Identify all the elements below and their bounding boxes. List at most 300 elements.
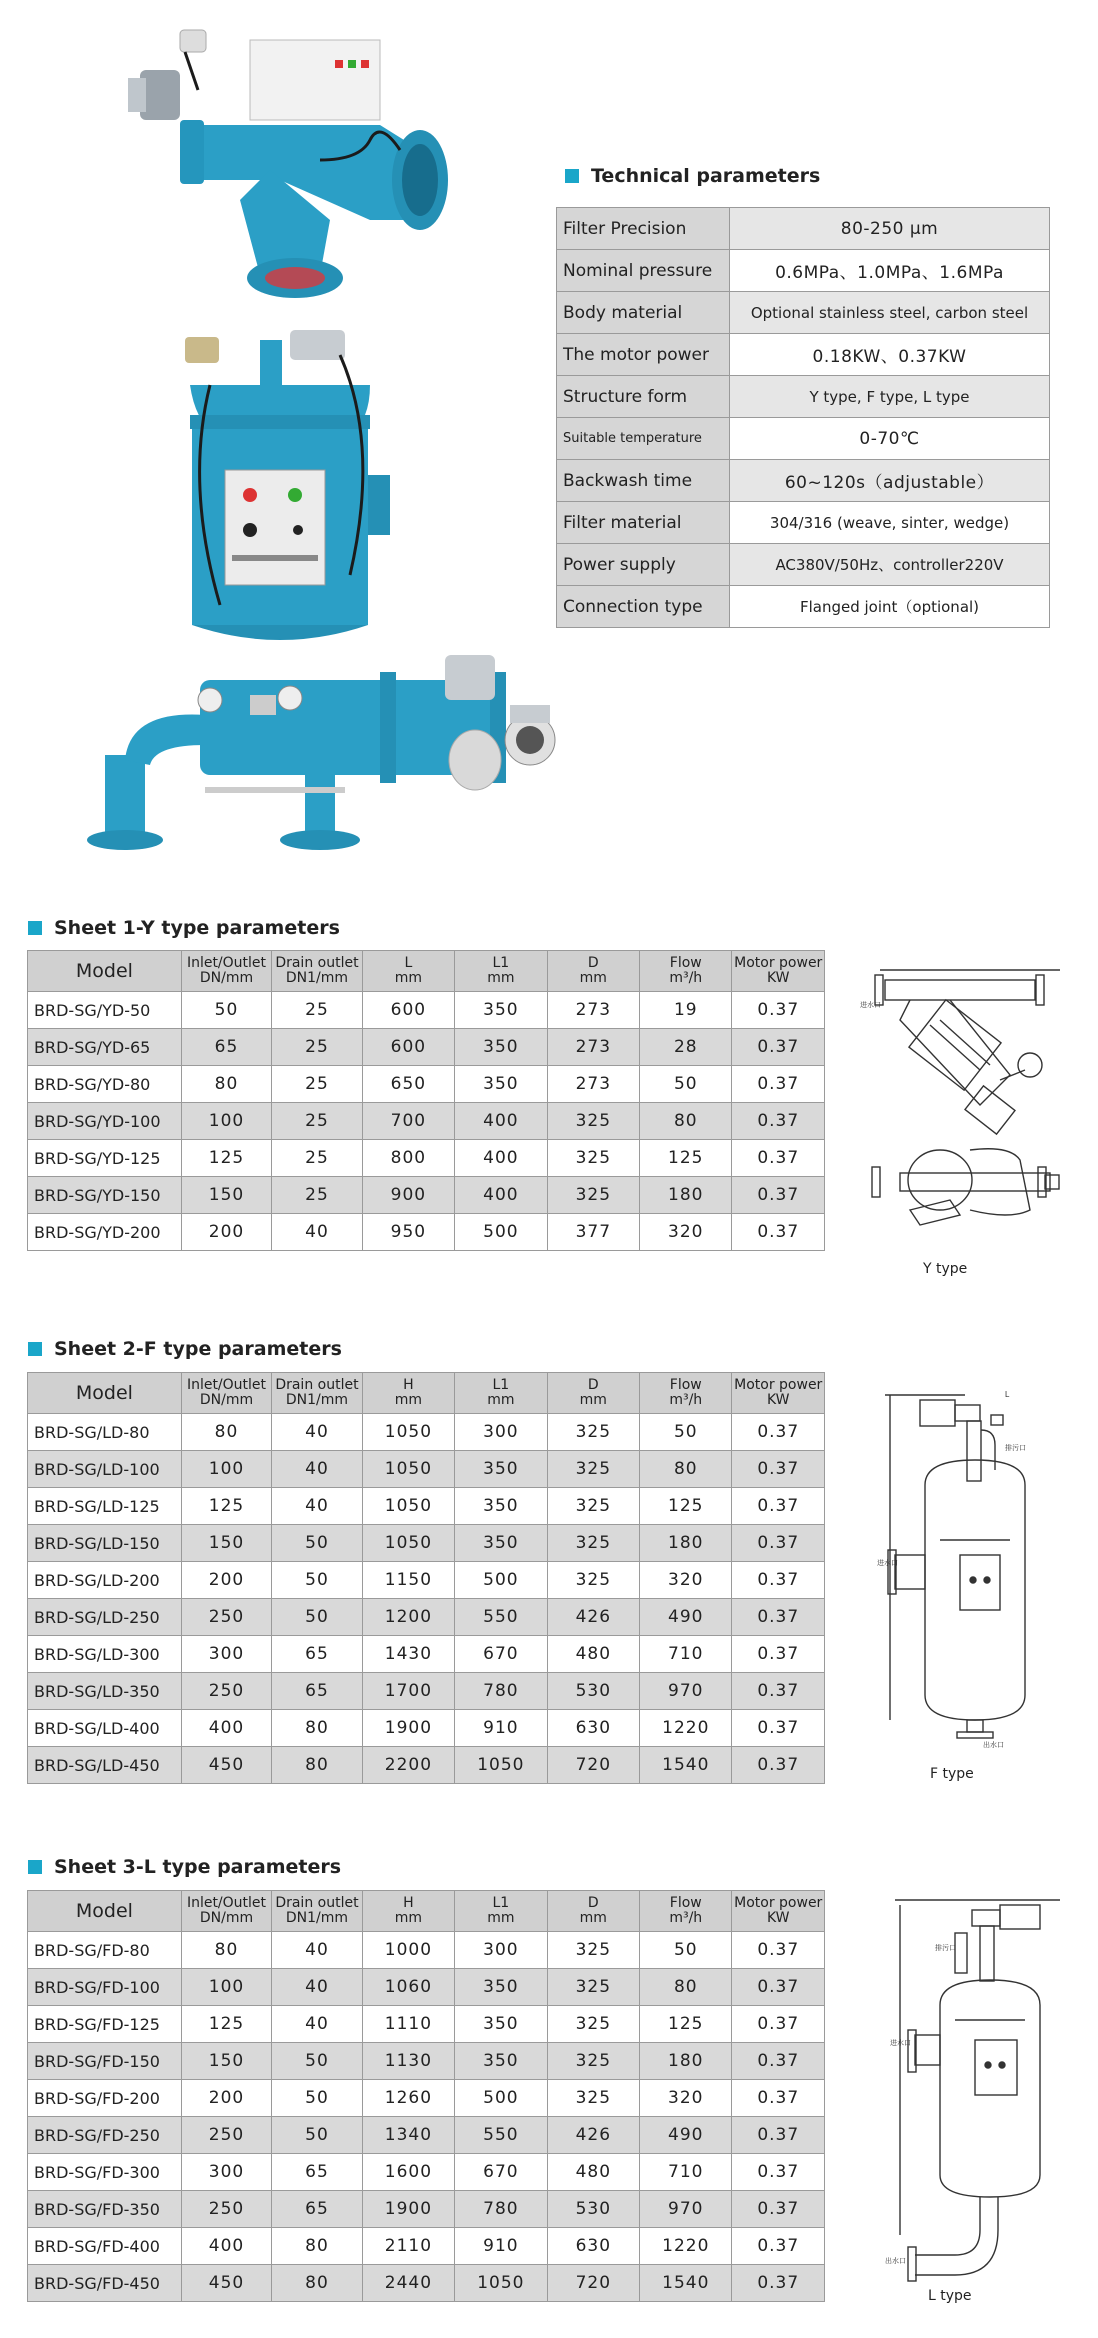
tech-parameters-table — [556, 207, 1050, 628]
table-row — [28, 2043, 825, 2080]
param-value: Flanged joint（optional) — [730, 586, 1050, 628]
value-cell: 80 — [272, 1747, 362, 1784]
table-row — [557, 544, 1050, 586]
svg-text:进水口: 进水口 — [860, 1002, 881, 1009]
model-cell: BRD-SG/YD-50 — [28, 992, 182, 1029]
table-header-row — [28, 951, 825, 992]
l-type-diagram — [880, 1885, 1080, 2285]
value-cell: 1050 — [455, 1747, 547, 1784]
table-row — [28, 1562, 825, 1599]
value-cell: 1700 — [362, 1673, 454, 1710]
value-cell: 80 — [640, 1451, 732, 1488]
value-cell: 325 — [547, 2043, 639, 2080]
value-cell: 0.37 — [732, 2228, 825, 2265]
model-cell: BRD-SG/FD-200 — [28, 2080, 182, 2117]
param-value: 0.18KW、0.37KW — [730, 334, 1050, 376]
value-cell: 320 — [640, 1562, 732, 1599]
model-cell: BRD-SG/FD-300 — [28, 2154, 182, 2191]
value-cell: 325 — [547, 2006, 639, 2043]
value-cell: 80 — [272, 2265, 362, 2302]
value-cell: 40 — [272, 1214, 362, 1251]
value-cell: 50 — [640, 1066, 732, 1103]
value-cell: 125 — [640, 2006, 732, 2043]
value-cell: 0.37 — [732, 1066, 825, 1103]
y-type-filter-photo — [120, 30, 460, 310]
value-cell: 50 — [640, 1414, 732, 1451]
value-cell: 400 — [455, 1103, 547, 1140]
model-cell: BRD-SG/LD-125 — [28, 1488, 182, 1525]
table-row — [28, 2228, 825, 2265]
model-cell: BRD-SG/LD-450 — [28, 1747, 182, 1784]
l-type-filter-photo — [85, 640, 555, 855]
value-cell: 40 — [272, 1932, 362, 1969]
model-cell: BRD-SG/LD-150 — [28, 1525, 182, 1562]
value-cell: 970 — [640, 1673, 732, 1710]
value-cell: 125 — [181, 1488, 271, 1525]
value-cell: 1050 — [455, 2265, 547, 2302]
table-row — [28, 1673, 825, 1710]
table-row — [28, 2191, 825, 2228]
value-cell: 720 — [547, 1747, 639, 1784]
value-cell: 630 — [547, 1710, 639, 1747]
table-row — [28, 992, 825, 1029]
column-header: Motor power KW — [732, 1373, 825, 1414]
value-cell: 350 — [455, 1451, 547, 1488]
value-cell: 300 — [455, 1932, 547, 1969]
table-row — [28, 1969, 825, 2006]
sheet1-heading-text: Sheet 1-Y type parameters — [54, 917, 340, 939]
value-cell: 426 — [547, 2117, 639, 2154]
value-cell: 25 — [272, 1103, 362, 1140]
value-cell: 350 — [455, 1066, 547, 1103]
model-cell: BRD-SG/LD-200 — [28, 1562, 182, 1599]
value-cell: 40 — [272, 1969, 362, 2006]
column-header: L1 mm — [455, 1373, 547, 1414]
table-row — [557, 586, 1050, 628]
value-cell: 250 — [181, 2191, 271, 2228]
value-cell: 25 — [272, 1066, 362, 1103]
model-cell: BRD-SG/FD-250 — [28, 2117, 182, 2154]
model-cell: BRD-SG/YD-65 — [28, 1029, 182, 1066]
value-cell: 490 — [640, 2117, 732, 2154]
model-cell: BRD-SG/FD-80 — [28, 1932, 182, 1969]
svg-text:进水口: 进水口 — [890, 2040, 911, 2047]
value-cell: 350 — [455, 2043, 547, 2080]
value-cell: 80 — [640, 1103, 732, 1140]
value-cell: 40 — [272, 1451, 362, 1488]
value-cell: 350 — [455, 1488, 547, 1525]
value-cell: 650 — [362, 1066, 454, 1103]
column-header: D mm — [547, 951, 639, 992]
value-cell: 0.37 — [732, 2154, 825, 2191]
value-cell: 125 — [640, 1488, 732, 1525]
y-type-diagram — [860, 945, 1080, 1245]
value-cell: 1540 — [640, 1747, 732, 1784]
section-marker-icon — [28, 1860, 42, 1874]
value-cell: 150 — [181, 1525, 271, 1562]
value-cell: 0.37 — [732, 1969, 825, 2006]
value-cell: 150 — [181, 2043, 271, 2080]
value-cell: 1050 — [362, 1488, 454, 1525]
value-cell: 0.37 — [732, 1177, 825, 1214]
value-cell: 0.37 — [732, 2191, 825, 2228]
value-cell: 1900 — [362, 1710, 454, 1747]
param-label: Body material — [557, 292, 730, 334]
value-cell: 530 — [547, 2191, 639, 2228]
value-cell: 500 — [455, 2080, 547, 2117]
table-row — [28, 1488, 825, 1525]
value-cell: 1110 — [362, 2006, 454, 2043]
value-cell: 325 — [547, 1562, 639, 1599]
table-row — [557, 208, 1050, 250]
column-header: Model — [28, 1373, 182, 1414]
value-cell: 0.37 — [732, 2080, 825, 2117]
value-cell: 325 — [547, 1932, 639, 1969]
value-cell: 25 — [272, 1177, 362, 1214]
column-header: Model — [28, 951, 182, 992]
table-row — [28, 1525, 825, 1562]
param-value: AC380V/50Hz、controller220V — [730, 544, 1050, 586]
model-cell: BRD-SG/LD-350 — [28, 1673, 182, 1710]
svg-text:排污口: 排污口 — [935, 1945, 956, 1952]
value-cell: 28 — [640, 1029, 732, 1066]
table-row — [557, 334, 1050, 376]
value-cell: 1430 — [362, 1636, 454, 1673]
model-cell: BRD-SG/YD-80 — [28, 1066, 182, 1103]
value-cell: 550 — [455, 2117, 547, 2154]
column-header: Motor power KW — [732, 951, 825, 992]
column-header: Model — [28, 1891, 182, 1932]
f-type-caption: F type — [930, 1766, 974, 1782]
value-cell: 50 — [272, 1599, 362, 1636]
value-cell: 1900 — [362, 2191, 454, 2228]
value-cell: 180 — [640, 1177, 732, 1214]
value-cell: 2200 — [362, 1747, 454, 1784]
value-cell: 350 — [455, 1029, 547, 1066]
value-cell: 50 — [272, 2117, 362, 2154]
sheet3-table — [27, 1890, 825, 2302]
sheet3-heading — [28, 1856, 341, 1878]
value-cell: 0.37 — [732, 992, 825, 1029]
value-cell: 1050 — [362, 1414, 454, 1451]
param-label: Filter material — [557, 502, 730, 544]
value-cell: 300 — [181, 2154, 271, 2191]
sheet3-heading-text: Sheet 3-L type parameters — [54, 1856, 342, 1878]
value-cell: 50 — [272, 2043, 362, 2080]
table-row — [28, 1710, 825, 1747]
param-value: 0-70℃ — [730, 418, 1050, 460]
value-cell: 65 — [272, 2154, 362, 2191]
value-cell: 19 — [640, 992, 732, 1029]
value-cell: 1340 — [362, 2117, 454, 2154]
table-row — [28, 1932, 825, 1969]
y-type-caption: Y type — [923, 1261, 968, 1277]
table-row — [28, 1214, 825, 1251]
value-cell: 200 — [181, 2080, 271, 2117]
value-cell: 325 — [547, 1488, 639, 1525]
column-header: Motor power KW — [732, 1891, 825, 1932]
table-row — [28, 2154, 825, 2191]
value-cell: 1130 — [362, 2043, 454, 2080]
value-cell: 320 — [640, 1214, 732, 1251]
value-cell: 80 — [272, 2228, 362, 2265]
column-header: D mm — [547, 1891, 639, 1932]
value-cell: 80 — [181, 1414, 271, 1451]
table-row — [557, 292, 1050, 334]
value-cell: 325 — [547, 1177, 639, 1214]
value-cell: 50 — [181, 992, 271, 1029]
value-cell: 65 — [272, 1636, 362, 1673]
table-row — [557, 460, 1050, 502]
value-cell: 0.37 — [732, 1214, 825, 1251]
model-cell: BRD-SG/LD-80 — [28, 1414, 182, 1451]
model-cell: BRD-SG/FD-125 — [28, 2006, 182, 2043]
value-cell: 377 — [547, 1214, 639, 1251]
value-cell: 630 — [547, 2228, 639, 2265]
param-value: 60~120s（adjustable） — [730, 460, 1050, 502]
value-cell: 300 — [181, 1636, 271, 1673]
value-cell: 320 — [640, 2080, 732, 2117]
table-row — [28, 1103, 825, 1140]
value-cell: 1540 — [640, 2265, 732, 2302]
value-cell: 80 — [640, 1969, 732, 2006]
model-cell: BRD-SG/FD-450 — [28, 2265, 182, 2302]
column-header: Inlet/Outlet DN/mm — [181, 1373, 271, 1414]
value-cell: 700 — [362, 1103, 454, 1140]
table-row — [28, 1414, 825, 1451]
value-cell: 65 — [272, 2191, 362, 2228]
model-cell: BRD-SG/FD-400 — [28, 2228, 182, 2265]
column-header: H mm — [362, 1891, 454, 1932]
model-cell: BRD-SG/YD-200 — [28, 1214, 182, 1251]
value-cell: 1600 — [362, 2154, 454, 2191]
sheet1-table — [27, 950, 825, 1251]
model-cell: BRD-SG/FD-100 — [28, 1969, 182, 2006]
value-cell: 273 — [547, 992, 639, 1029]
table-row — [28, 2265, 825, 2302]
value-cell: 550 — [455, 1599, 547, 1636]
param-label: Nominal pressure — [557, 250, 730, 292]
param-value: 304/316 (weave, sinter, wedge) — [730, 502, 1050, 544]
svg-text:进水口: 进水口 — [877, 1560, 898, 1567]
value-cell: 100 — [181, 1103, 271, 1140]
value-cell: 180 — [640, 2043, 732, 2080]
param-label: Suitable temperature — [557, 418, 730, 460]
param-value: Y type, F type, L type — [730, 376, 1050, 418]
svg-text:出水口: 出水口 — [983, 1742, 1004, 1749]
value-cell: 250 — [181, 1673, 271, 1710]
value-cell: 1150 — [362, 1562, 454, 1599]
value-cell: 720 — [547, 2265, 639, 2302]
value-cell: 0.37 — [732, 1932, 825, 1969]
value-cell: 1260 — [362, 2080, 454, 2117]
value-cell: 0.37 — [732, 1636, 825, 1673]
model-cell: BRD-SG/YD-150 — [28, 1177, 182, 1214]
value-cell: 25 — [272, 992, 362, 1029]
param-label: Structure form — [557, 376, 730, 418]
value-cell: 500 — [455, 1562, 547, 1599]
value-cell: 273 — [547, 1066, 639, 1103]
column-header: L1 mm — [455, 951, 547, 992]
param-label: Filter Precision — [557, 208, 730, 250]
value-cell: 1050 — [362, 1451, 454, 1488]
value-cell: 400 — [455, 1177, 547, 1214]
value-cell: 200 — [181, 1562, 271, 1599]
column-header: Inlet/Outlet DN/mm — [181, 1891, 271, 1932]
value-cell: 1000 — [362, 1932, 454, 1969]
value-cell: 480 — [547, 2154, 639, 2191]
param-value: Optional stainless steel, carbon steel — [730, 292, 1050, 334]
param-label: The motor power — [557, 334, 730, 376]
value-cell: 1050 — [362, 1525, 454, 1562]
value-cell: 710 — [640, 2154, 732, 2191]
value-cell: 400 — [455, 1140, 547, 1177]
value-cell: 970 — [640, 2191, 732, 2228]
value-cell: 80 — [181, 1932, 271, 1969]
value-cell: 2440 — [362, 2265, 454, 2302]
value-cell: 0.37 — [732, 1562, 825, 1599]
value-cell: 490 — [640, 1599, 732, 1636]
table-row — [28, 2080, 825, 2117]
value-cell: 1220 — [640, 1710, 732, 1747]
column-header: Flow m³/h — [640, 1373, 732, 1414]
value-cell: 40 — [272, 1488, 362, 1525]
column-header: D mm — [547, 1373, 639, 1414]
f-type-diagram — [855, 1375, 1070, 1755]
column-header: Flow m³/h — [640, 1891, 732, 1932]
tech-heading — [565, 165, 820, 187]
value-cell: 325 — [547, 1414, 639, 1451]
column-header: Drain outlet DN1/mm — [272, 1373, 362, 1414]
model-cell: BRD-SG/FD-350 — [28, 2191, 182, 2228]
model-cell: BRD-SG/YD-100 — [28, 1103, 182, 1140]
value-cell: 25 — [272, 1029, 362, 1066]
f-type-filter-photo — [180, 325, 390, 645]
model-cell: BRD-SG/LD-300 — [28, 1636, 182, 1673]
svg-text:排污口: 排污口 — [1005, 1445, 1026, 1452]
value-cell: 426 — [547, 1599, 639, 1636]
table-row — [28, 1451, 825, 1488]
param-label: Connection type — [557, 586, 730, 628]
value-cell: 65 — [272, 1673, 362, 1710]
value-cell: 500 — [455, 1214, 547, 1251]
value-cell: 670 — [455, 2154, 547, 2191]
column-header: Inlet/Outlet DN/mm — [181, 951, 271, 992]
value-cell: 0.37 — [732, 1599, 825, 1636]
svg-text:L: L — [1005, 1390, 1010, 1399]
value-cell: 200 — [181, 1214, 271, 1251]
value-cell: 780 — [455, 1673, 547, 1710]
section-marker-icon — [28, 921, 42, 935]
table-header-row — [28, 1373, 825, 1414]
value-cell: 910 — [455, 1710, 547, 1747]
value-cell: 325 — [547, 1525, 639, 1562]
param-value: 0.6MPa、1.0MPa、1.6MPa — [730, 250, 1050, 292]
value-cell: 450 — [181, 2265, 271, 2302]
value-cell: 350 — [455, 992, 547, 1029]
value-cell: 0.37 — [732, 1525, 825, 1562]
value-cell: 1200 — [362, 1599, 454, 1636]
table-row — [28, 2006, 825, 2043]
value-cell: 0.37 — [732, 2006, 825, 2043]
value-cell: 0.37 — [732, 1451, 825, 1488]
value-cell: 0.37 — [732, 2043, 825, 2080]
value-cell: 100 — [181, 1451, 271, 1488]
section-marker-icon — [28, 1342, 42, 1356]
section-marker-icon — [565, 169, 579, 183]
sheet2-table — [27, 1372, 825, 1784]
model-cell: BRD-SG/LD-100 — [28, 1451, 182, 1488]
table-header-row — [28, 1891, 825, 1932]
value-cell: 125 — [181, 1140, 271, 1177]
value-cell: 0.37 — [732, 1414, 825, 1451]
l-type-caption: L type — [928, 2288, 972, 2304]
table-row — [28, 1747, 825, 1784]
value-cell: 0.37 — [732, 1029, 825, 1066]
param-label: Backwash time — [557, 460, 730, 502]
value-cell: 0.37 — [732, 1103, 825, 1140]
tech-heading-text: Technical parameters — [591, 165, 821, 187]
value-cell: 800 — [362, 1140, 454, 1177]
value-cell: 350 — [455, 1525, 547, 1562]
value-cell: 400 — [181, 1710, 271, 1747]
value-cell: 2110 — [362, 2228, 454, 2265]
value-cell: 325 — [547, 1140, 639, 1177]
value-cell: 600 — [362, 1029, 454, 1066]
value-cell: 0.37 — [732, 1747, 825, 1784]
value-cell: 65 — [181, 1029, 271, 1066]
value-cell: 900 — [362, 1177, 454, 1214]
value-cell: 325 — [547, 1103, 639, 1140]
value-cell: 50 — [272, 1562, 362, 1599]
value-cell: 780 — [455, 2191, 547, 2228]
column-header: H mm — [362, 1373, 454, 1414]
table-row — [28, 1029, 825, 1066]
value-cell: 325 — [547, 2080, 639, 2117]
value-cell: 100 — [181, 1969, 271, 2006]
value-cell: 250 — [181, 1599, 271, 1636]
value-cell: 325 — [547, 1451, 639, 1488]
value-cell: 530 — [547, 1673, 639, 1710]
value-cell: 350 — [455, 2006, 547, 2043]
column-header: Drain outlet DN1/mm — [272, 951, 362, 992]
value-cell: 80 — [181, 1066, 271, 1103]
sheet2-heading — [28, 1338, 342, 1360]
value-cell: 0.37 — [732, 1710, 825, 1747]
param-label: Power supply — [557, 544, 730, 586]
value-cell: 273 — [547, 1029, 639, 1066]
table-row — [557, 418, 1050, 460]
value-cell: 125 — [181, 2006, 271, 2043]
table-row — [28, 2117, 825, 2154]
model-cell: BRD-SG/LD-250 — [28, 1599, 182, 1636]
column-header: L mm — [362, 951, 454, 992]
sheet2-heading-text: Sheet 2-F type parameters — [54, 1338, 342, 1360]
table-row — [28, 1066, 825, 1103]
value-cell: 710 — [640, 1636, 732, 1673]
value-cell: 180 — [640, 1525, 732, 1562]
value-cell: 25 — [272, 1140, 362, 1177]
model-cell: BRD-SG/FD-150 — [28, 2043, 182, 2080]
value-cell: 1220 — [640, 2228, 732, 2265]
value-cell: 250 — [181, 2117, 271, 2154]
table-row — [28, 1599, 825, 1636]
table-row — [557, 250, 1050, 292]
value-cell: 0.37 — [732, 2117, 825, 2154]
column-header: Drain outlet DN1/mm — [272, 1891, 362, 1932]
table-row — [557, 502, 1050, 544]
model-cell: BRD-SG/LD-400 — [28, 1710, 182, 1747]
